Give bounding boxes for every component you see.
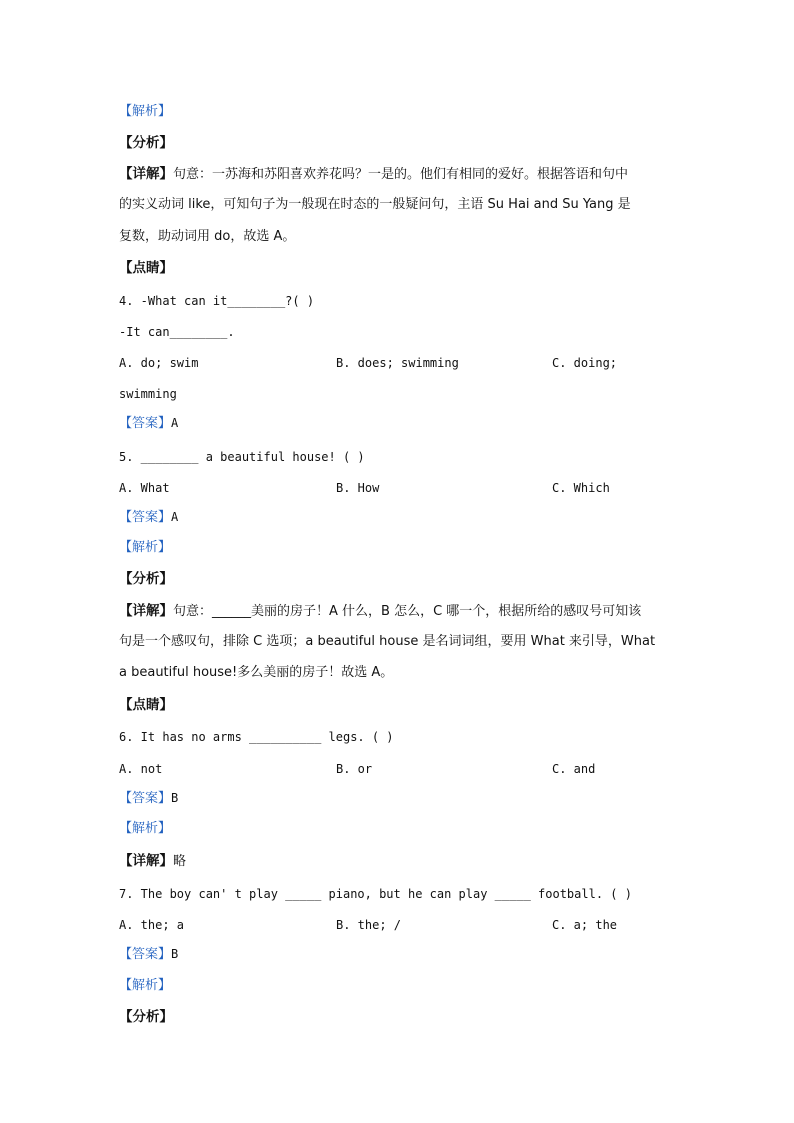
question-6-answer [119, 789, 178, 808]
question-6-detail [119, 852, 186, 871]
question-7-analysis-heading: 【解析】 [119, 978, 172, 993]
question-6-stem: 6. It has no arms __________ legs. ( ) [119, 730, 394, 744]
question-5-option-b: B. How [336, 481, 380, 495]
analysis-heading: 【解析】 [119, 104, 172, 119]
question-7-option-a: A. the; a [119, 918, 185, 932]
question-7-sub-heading: 【分析】 [119, 1009, 173, 1025]
question-6-analysis-heading: 【解析】 [119, 821, 172, 836]
question-5-answer [119, 508, 178, 527]
detail-tag: 【详解】 [119, 166, 173, 182]
detail-line-1 [119, 165, 628, 184]
question-4-option-b: B. does; swimming [336, 356, 459, 370]
answer-tag: 【答案】 [119, 416, 172, 431]
question-5-comment-heading: 【点睛】 [119, 697, 173, 713]
question-5-sub-heading: 【分析】 [119, 571, 173, 587]
question-7-option-c: C. a; the [552, 918, 618, 932]
detail-line-3: 复数，助动词用 do，故选 A。 [119, 229, 296, 244]
answer-tag: 【答案】 [119, 947, 172, 962]
detail-line-2: 的实义动词 like，可知句子为一般现在时态的一般疑问句，主语 Su Hai and Su Yang 是 [119, 197, 631, 212]
question-4-stem: 4. -What can it________?( ) [119, 294, 315, 308]
question-4-option-c-cont: swimming [119, 387, 177, 401]
question-5-detail-line-3: a beautiful house!多么美丽的房子！故选 A。 [119, 665, 394, 680]
detail-tag: 【详解】 [119, 603, 173, 619]
detail-text-1: 句意：______美丽的房子！A 什么，B 怎么，C 哪一个，根据所给的感叹号可知该 [173, 604, 642, 619]
answer-value: B [171, 947, 179, 961]
question-4-option-a: A. do; swim [119, 356, 199, 370]
comment-heading: 【点睛】 [119, 260, 173, 276]
question-6-option-a: A. not [119, 762, 163, 776]
question-5-analysis-heading: 【解析】 [119, 540, 172, 555]
answer-value: B [171, 791, 179, 805]
analysis-sub-heading: 【分析】 [119, 135, 173, 151]
answer-value: A [171, 510, 179, 524]
detail-text-1: 句意：一苏海和苏阳喜欢养花吗？一是的。他们有相同的爱好。根据答语和句中 [173, 167, 629, 182]
question-5-detail-line-1 [119, 602, 641, 621]
answer-value: A [171, 416, 179, 430]
question-7-stem: 7. The boy can' t play _____ piano, but he can play _____ football. ( ) [119, 887, 632, 901]
detail-tag: 【详解】 [119, 853, 173, 869]
question-5-detail-line-2: 句是一个感叹句，排除 C 选项；a beautiful house 是名词词组，要用 What 来引导，What [119, 634, 656, 649]
question-5-stem: 5. ________ a beautiful house! ( ) [119, 450, 365, 464]
question-7-option-b: B. the; / [336, 918, 402, 932]
question-7-answer [119, 945, 178, 964]
question-4-option-c: C. doing; [552, 356, 618, 370]
question-6-option-c: C. and [552, 762, 596, 776]
question-6-option-b: B. or [336, 762, 373, 776]
detail-text: 略 [173, 854, 187, 869]
question-4-answer [119, 414, 178, 433]
answer-tag: 【答案】 [119, 510, 172, 525]
question-5-option-c: C. Which [552, 481, 610, 495]
question-5-option-a: A. What [119, 481, 170, 495]
question-4-line-2: -It can________. [119, 325, 235, 339]
answer-tag: 【答案】 [119, 791, 172, 806]
